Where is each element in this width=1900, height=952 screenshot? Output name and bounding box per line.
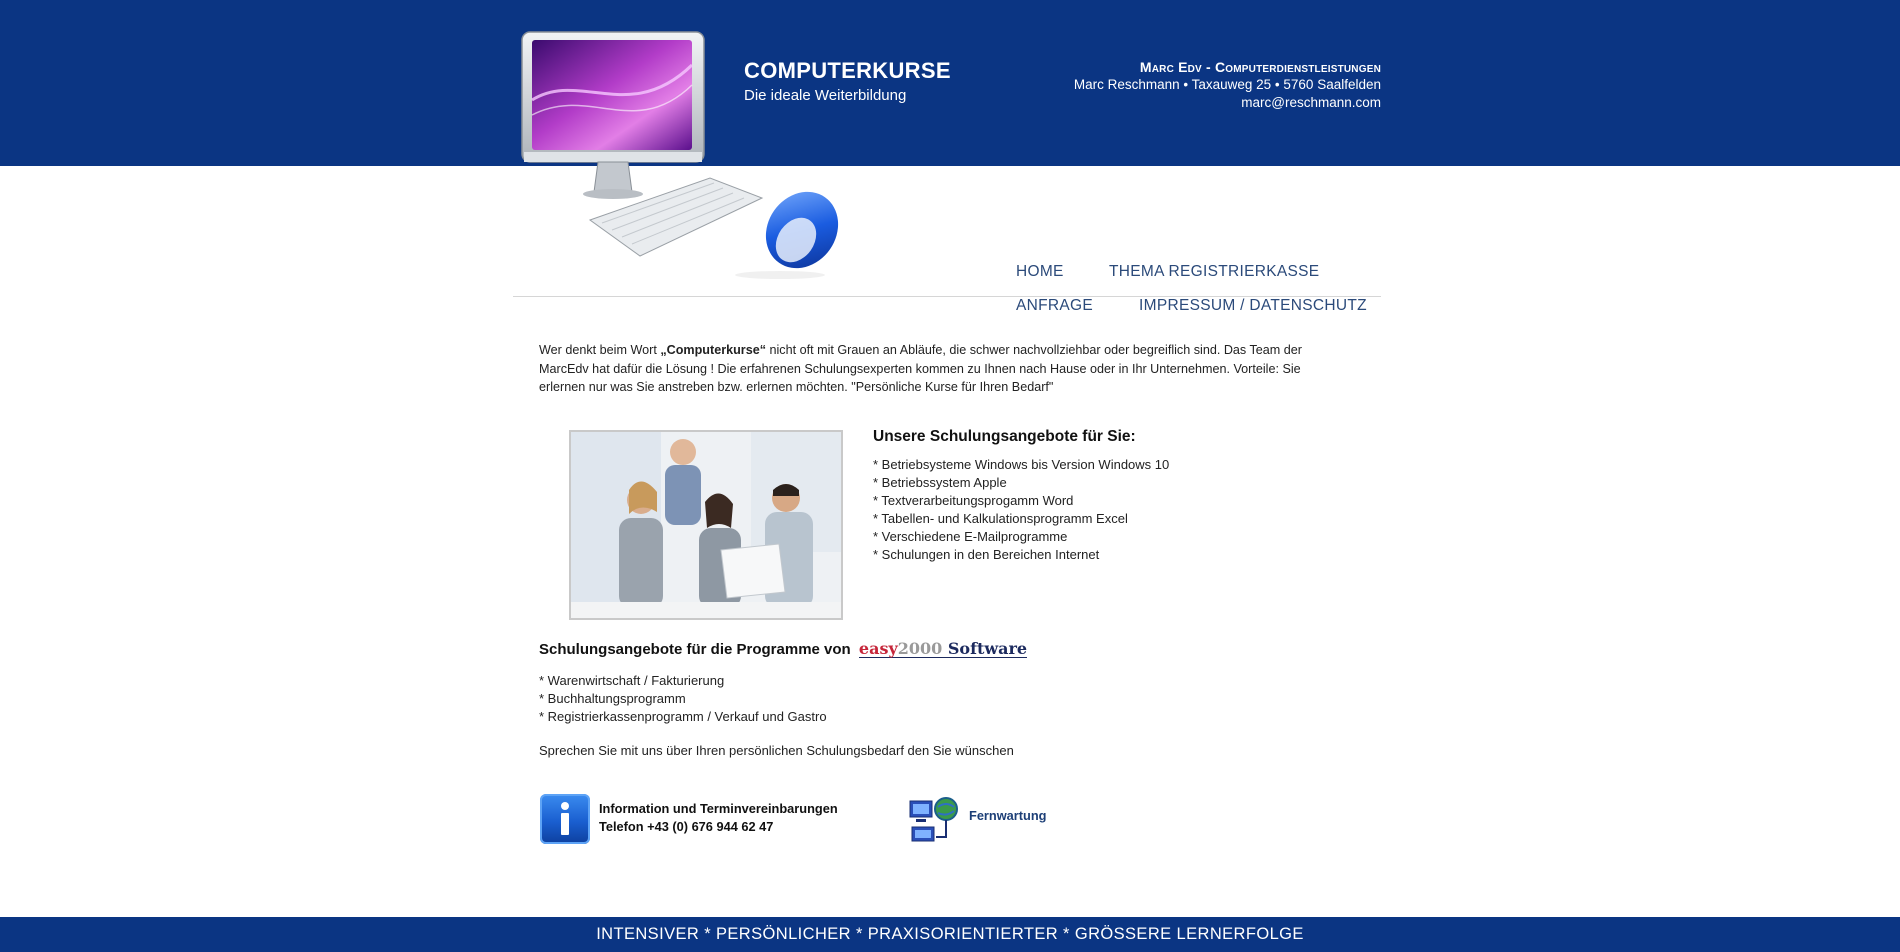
info-icon-stem bbox=[561, 813, 569, 835]
offers-heading: Unsere Schulungsangebote für Sie: bbox=[873, 428, 1136, 445]
list-item: * Tabellen- und Kalkulationsprogramm Excel bbox=[873, 511, 1128, 526]
info-line-1: Information und Terminvereinbarungen bbox=[599, 801, 838, 816]
list-item: * Textverarbeitungsprogamm Word bbox=[873, 493, 1074, 508]
list-item: * Betriebssystem Apple bbox=[873, 475, 1007, 490]
intro-after: nicht oft mit Grauen an Abläufe, die schwer nachvollziehbar oder begreiflich sind. Das Team der MarcEdv hat dafür die Lösung ! Die erfahrenen Schulungsexperten kommen zu Ihnen nach Hause oder in Ihr Unternehmen. Vorteile: Sie erlernen nur was Sie anstreben bzw. erlernen möchten. "Persönliche Kurse für Ihren Bedarf" bbox=[539, 343, 1302, 394]
nav-divider bbox=[513, 296, 1381, 297]
offers-section bbox=[873, 428, 1333, 564]
easy2000-logo-part2: 2000 bbox=[897, 639, 943, 658]
list-item: * Verschiedene E-Mailprogramme bbox=[873, 529, 1068, 544]
list-item: * Registrierkassenprogramm / Verkauf und Gastro bbox=[539, 709, 827, 724]
company-address: Marc Reschmann • Taxauweg 25 • 5760 Saalfelden bbox=[1073, 77, 1381, 92]
remote-maintenance-icon[interactable] bbox=[908, 795, 958, 843]
info-text bbox=[599, 800, 838, 836]
easy2000-logo-part1: easy bbox=[858, 639, 898, 658]
list-item: * Warenwirtschaft / Fakturierung bbox=[539, 673, 725, 688]
easy2000-logo-part3: Software bbox=[947, 639, 1028, 658]
list-item: * Schulungen in den Bereichen Internet bbox=[873, 547, 1100, 562]
easy2000-logo[interactable] bbox=[859, 640, 1027, 658]
training-photo bbox=[569, 430, 843, 620]
list-item: * Betriebsysteme Windows bis Version Windows 10 bbox=[873, 457, 1170, 472]
site-title: COMPUTERKURSE bbox=[744, 58, 951, 83]
nav-impressum-datenschutz[interactable]: IMPRESSUM / DATENSCHUTZ bbox=[1139, 297, 1367, 314]
site-subtitle: Die ideale Weiterbildung bbox=[744, 87, 907, 104]
offers-list bbox=[873, 456, 1333, 564]
company-name: Marc Edv - Computerdienstleistungen bbox=[1139, 59, 1381, 75]
brand bbox=[744, 58, 951, 104]
intro-highlight: „Computerkurse“ bbox=[660, 343, 766, 357]
intro-text bbox=[539, 341, 1344, 397]
info-line-2: Telefon +43 (0) 676 944 62 47 bbox=[599, 819, 774, 834]
nav-anfrage[interactable]: ANFRAGE bbox=[1016, 297, 1094, 314]
contact-prompt: Sprechen Sie mit uns über Ihren persönlichen Schulungsbedarf den Sie wünschen bbox=[539, 743, 1014, 758]
easy2000-heading bbox=[539, 640, 1027, 658]
easy2000-list bbox=[539, 672, 827, 726]
easy2000-heading-text: Schulungsangebote für die Programme von bbox=[539, 641, 851, 658]
footer-tagline: INTENSIVER * PERSÖNLICHER * PRAXISORIENTIERTER * GRÖSSERE LERNERFOLGE bbox=[0, 917, 1900, 952]
info-icon-dot bbox=[561, 802, 569, 810]
company-email: marc@reschmann.com bbox=[1241, 95, 1381, 110]
list-item: * Buchhaltungsprogramm bbox=[539, 691, 686, 706]
info-icon[interactable] bbox=[540, 794, 590, 844]
intro-before: Wer denkt beim Wort bbox=[539, 343, 661, 357]
nav-thema-registrierkasse[interactable]: THEMA REGISTRIERKASSE bbox=[1109, 263, 1320, 280]
company-info bbox=[1074, 58, 1381, 112]
remote-maintenance-link[interactable]: Fernwartung bbox=[969, 808, 1047, 823]
nav-home[interactable]: HOME bbox=[1016, 263, 1064, 280]
